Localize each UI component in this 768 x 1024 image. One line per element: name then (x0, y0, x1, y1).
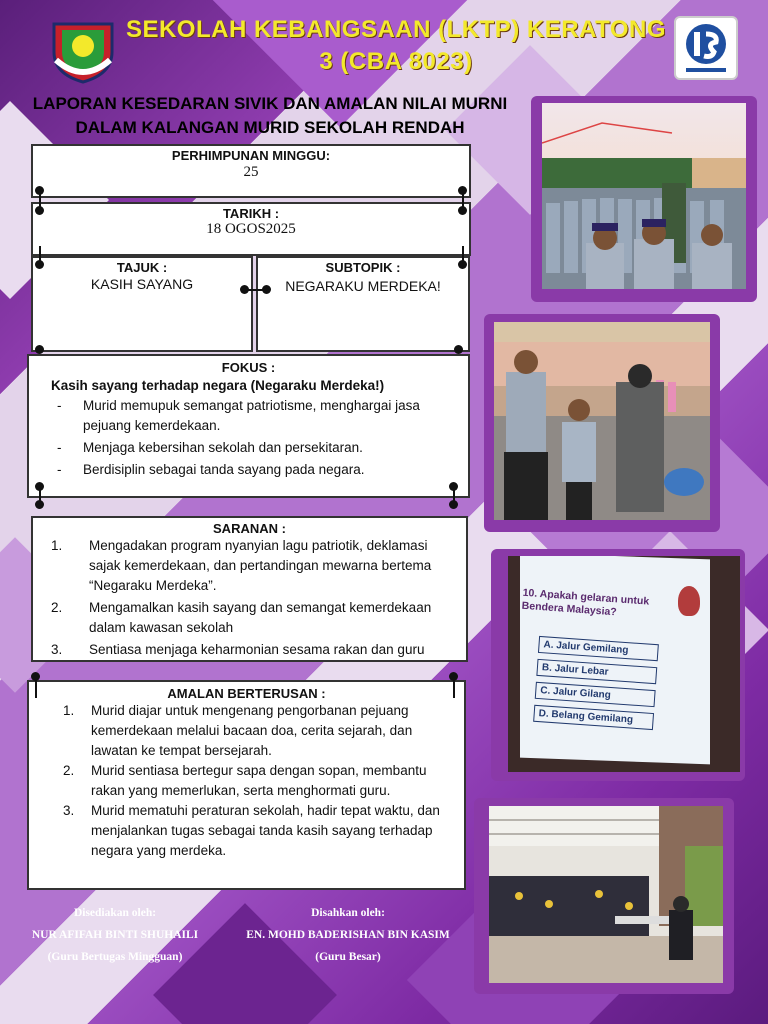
quiz-option: C. Jalur Gilang (535, 682, 656, 707)
list-item: - Menjaga kebersihan sekolah dan persekitaran. (57, 440, 363, 455)
quiz-options (533, 636, 659, 730)
quiz-option: A. Jalur Gemilang (538, 636, 659, 661)
subtopic-label: SUBTOPIK : (325, 260, 401, 275)
quiz-option: B. Jalur Lebar (536, 659, 657, 684)
hall-gathering-photo (489, 806, 723, 983)
quiz-option: D. Belang Gemilang (533, 705, 654, 730)
suggestions-list (39, 536, 460, 660)
practices-box (27, 680, 466, 890)
suggestions-box (31, 516, 468, 662)
prepared-by-label: Disediakan oleh: (73, 907, 157, 919)
approved-by-block (230, 902, 466, 968)
pin-connector (39, 246, 41, 264)
list-item: - Berdisiplin sebagai tanda sayang pada negara. (57, 462, 365, 477)
approved-by-label: Disahkan oleh: (311, 907, 385, 919)
list-item: 1. Mengadakan program nyanyian lagu patriotik, deklamasi sajak kemerdekaan, dan pertandingan mewarna bertema “Negaraku Merdeka”. (51, 538, 432, 593)
practices-list (35, 701, 458, 861)
subtopic-box (256, 256, 470, 352)
report-title: LAPORAN KESEDARAN SIVIK DAN AMALAN NILAI MURNI DALAM KALANGAN MURID SEKOLAH RENDAH (32, 94, 508, 137)
approved-by-name: EN. MOHD BADERISHAN BIN KASIM (246, 929, 450, 941)
school-name: SEKOLAH KEBANGSAAN (LKTP) KERATONG 3 (CBA 8023) (125, 16, 667, 75)
pin-connector (462, 246, 464, 264)
scout-scarf-photo (494, 322, 710, 520)
school-crest-icon (48, 14, 118, 84)
list-item: 1. Murid diajar untuk mengenang pengorbanan pejuang kemerdekaan melalui bacaan doa, cerita sejarah, dan lawatan ke tempat bersejarah. (63, 703, 413, 758)
pin-connector (39, 192, 41, 210)
assembly-value: 25 (243, 164, 259, 180)
suggestions-label: SARANAN : (213, 521, 286, 536)
pin-connector (453, 486, 455, 504)
prepared-by-block (0, 902, 230, 968)
subtopic-value: NEGARAKU MERDEKA! (285, 278, 441, 294)
focus-heading: Kasih sayang terhadap negara (Negaraku Merdeka!) (51, 378, 385, 393)
list-item: - Murid memupuk semangat patriotisme, menghargai jasa pejuang kemerdekaan. (57, 398, 420, 433)
quiz-slide-photo (508, 556, 740, 772)
quiz-question: 10. Apakah gelaran untuk Bendera Malaysia? (521, 586, 650, 619)
focus-box (27, 354, 470, 498)
focus-label: FOKUS : (221, 360, 276, 375)
list-item: 3. Murid mematuhi peraturan sekolah, hadir tepat waktu, dan menjalankan tugas sebagai tanda kasih sayang terhadap negara yang merdeka. (63, 803, 440, 858)
practices-label: AMALAN BERTERUSAN : (167, 686, 326, 701)
approved-by-role: (Guru Besar) (315, 951, 381, 963)
list-item: 2. Murid sentiasa bertegur sapa dengan sopan, membantu rakan yang memerlukan, serta menghormati guru. (63, 763, 427, 798)
prepared-by-role: (Guru Bertugas Mingguan) (47, 951, 183, 963)
pin-connector (39, 486, 41, 504)
list-item: 3. Sentiasa menjaga keharmonian sesama rakan dan guru (51, 642, 425, 657)
date-value: 18 OGOS2025 (206, 221, 296, 237)
pin (454, 345, 463, 354)
topic-value: KASIH SAYANG (90, 276, 194, 292)
assembly-label: PERHIMPUNAN MINGGU: (171, 148, 331, 163)
prepared-by-name: NUR AFIFAH BINTI SHUHAILI (31, 929, 199, 941)
pin-connector (453, 676, 455, 698)
focus-list (37, 396, 460, 480)
date-box (31, 202, 471, 256)
pin (35, 345, 44, 354)
heart-icon (678, 586, 700, 616)
assembly-lineup-photo (542, 103, 746, 289)
date-label: TARIKH : (222, 206, 280, 221)
pin-connector (244, 289, 266, 291)
assembly-box (31, 144, 471, 198)
ls25-logo-icon (674, 16, 738, 80)
list-item: 2. Mengamalkan kasih sayang dan semangat kemerdekaan dalam kawasan sekolah (51, 600, 432, 635)
pin-connector (35, 676, 37, 698)
topic-label: TAJUK : (116, 260, 168, 275)
pin-connector (462, 192, 464, 210)
topic-box (31, 256, 253, 352)
